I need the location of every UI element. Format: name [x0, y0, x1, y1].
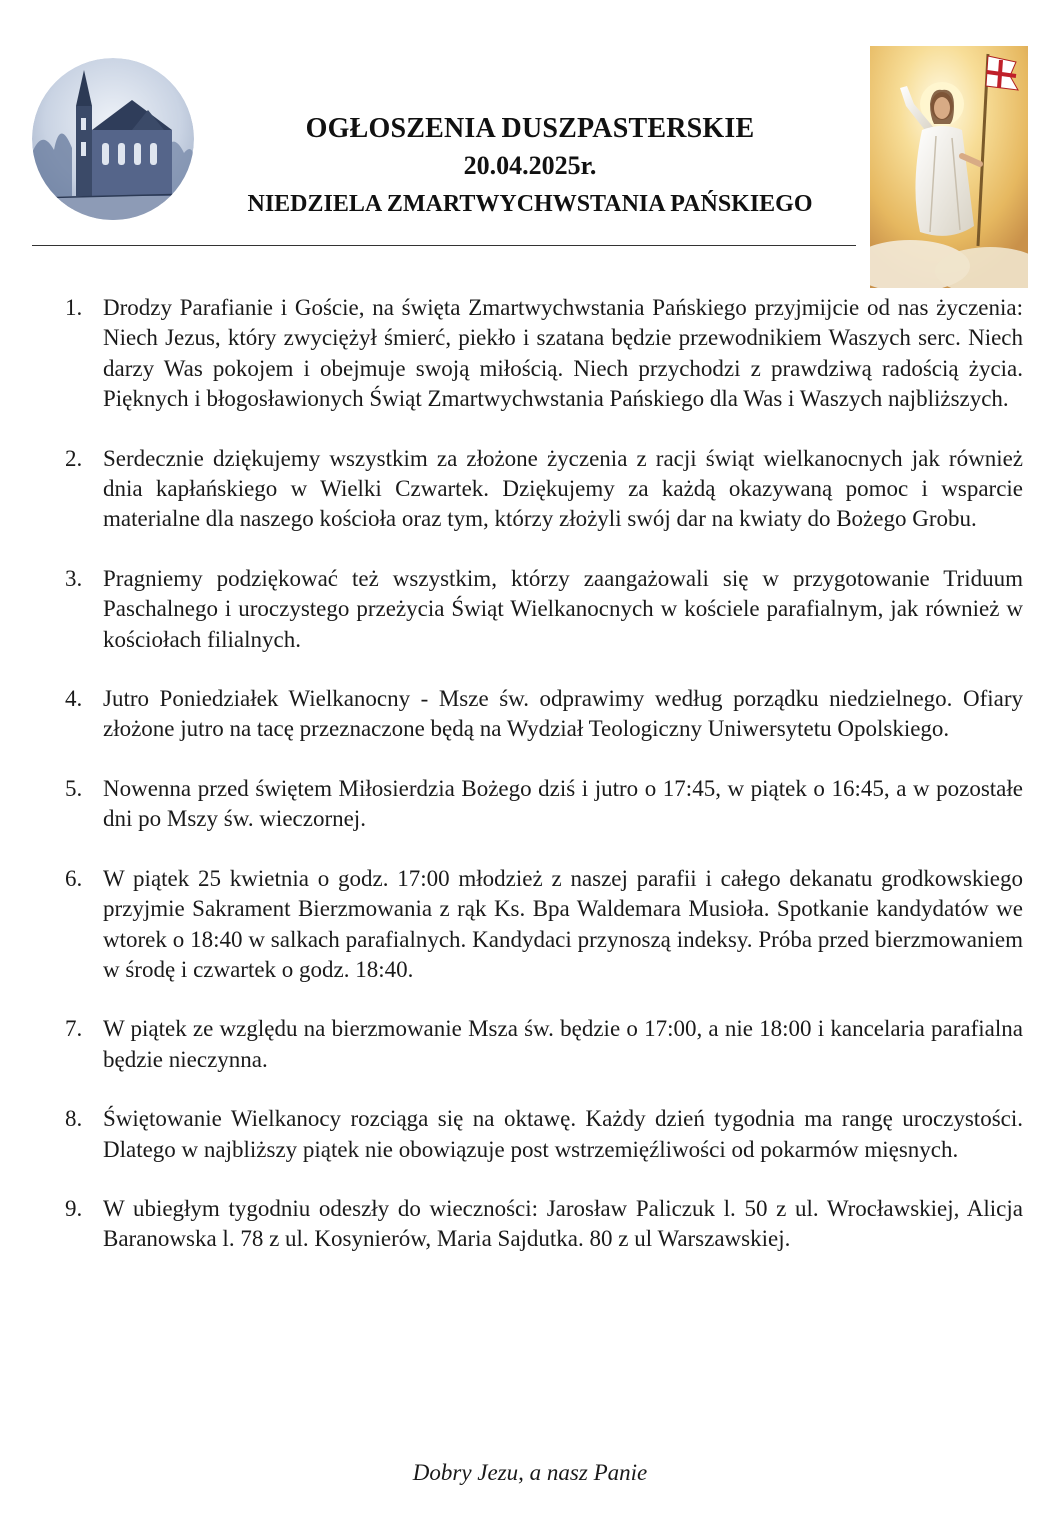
announcement-item — [65, 684, 1023, 745]
announcement-text: W ubiegłym tygodniu odeszły do wieczności: Jarosław Paliczuk l. 50 z ul. Wrocławskiej, Alicja Baranowska l. 78 z ul. Kosynierów, Maria Sajdutka. 80 z ul Warszawskiej. — [103, 1195, 1023, 1252]
announcement-number: 7. — [65, 1016, 83, 1042]
announcement-text: Nowenna przed świętem Miłosierdzia Bożego dziś i jutro o 17:45, w piątek o 16:45, a w pozostałe dni po Mszy św. wieczornej. — [103, 775, 1023, 832]
risen-christ-image — [870, 46, 1028, 288]
announcement-number: 2. — [65, 445, 83, 471]
announcement-item — [65, 293, 1023, 415]
announcement-item — [65, 444, 1023, 535]
announcement-text: Serdecznie dziękujemy wszystkim za złożone życzenia z racji świąt wielkanocnych jak również dnia kapłańskiego w Wielki Czwartek. Dziękujemy za każdą okazywaną pomoc i wsparcie materialne dla naszego kościoła oraz tym, którzy złożyli swój dar na kwiaty do Bożego Grobu. — [103, 445, 1023, 532]
announcement-text: Świętowanie Wielkanocy rozciąga się na oktawę. Każdy dzień tygodnia ma rangę uroczystości. Dlatego w najbliższy piątek nie obowiązuje post wstrzemięźliwości od pokarmów mięsnych. — [103, 1106, 1023, 1162]
page-subtitle: NIEDZIELA ZMARTWYCHWSTANIA PAŃSKIEGO — [247, 191, 813, 217]
announcement-text: Pragniemy podziękować też wszystkim, którzy zaangażowali się w przygotowanie Triduum Paschalnego i uroczystego przeżycia Świąt Wielkanocnych w kościele parafialnym, jak również w kościołach filialnych. — [103, 565, 1023, 652]
announcement-text: Jutro Poniedziałek Wielkanocny - Msze św. odprawimy według porządku niedzielnego. Ofiary złożone jutro na tacę przeznaczone będą na Wydział Teologiczny Uniwersytetu Opolskiego. — [103, 686, 1023, 742]
announcement-number: 6. — [65, 865, 83, 891]
page-title: OGŁOSZENIA DUSZPASTERSKIE — [305, 113, 755, 144]
header-titles — [205, 110, 855, 224]
announcement-number: 5. — [65, 775, 83, 801]
announcement-text: Drodzy Parafianie i Goście, na święta Zmartwychwstania Pańskiego przyjmijcie od nas życzenia: Niech Jezus, który zwyciężył śmierć, piekło i szatana będzie przewodnikiem Waszych serc. Niech darzy Was pokojem i obejmuje swoją miłością. Niech przychodzi z prawdziwą radością życia. Pięknych i błogosławionych Świąt Zmartwychwstania Pańskiego dla Was i Waszych najbliższych. — [103, 295, 1023, 412]
announcement-text: W piątek 25 kwietnia o godz. 17:00 młodzież z naszej parafii i całego dekanatu grodkowskiego przyjmie Sakrament Bierzmowania z rąk Ks. Bpa Waldemara Musioła. Spotkanie kandydatów we wtorek o 18:40 w salkach parafialnych. Kandydaci przynoszą indeksy. Próba przed bierzmowaniem w środę i czwartek o godz. 18:40. — [103, 865, 1023, 982]
announcements-list — [65, 293, 1023, 1255]
announcement-number: 1. — [65, 295, 83, 320]
announcement-item — [65, 1194, 1023, 1255]
page-date: 20.04.2025r. — [463, 151, 597, 180]
announcement-number: 4. — [65, 686, 83, 712]
announcement-item — [65, 774, 1023, 835]
closing-line: Dobry Jezu, a nasz Panie — [412, 1460, 648, 1485]
announcement-item — [65, 1104, 1023, 1165]
announcement-text: W piątek ze względu na bierzmowanie Msza św. będzie o 17:00, a nie 18:00 i kancelaria parafialna będzie nieczynna. — [103, 1016, 1023, 1072]
announcement-item — [65, 864, 1023, 986]
announcement-item — [65, 1014, 1023, 1075]
church-illustration — [32, 58, 194, 220]
header-divider — [32, 245, 856, 246]
announcement-number: 9. — [65, 1195, 83, 1221]
page-header — [0, 0, 1060, 290]
announcement-number: 3. — [65, 565, 83, 591]
announcement-item — [65, 564, 1023, 655]
announcement-number: 8. — [65, 1106, 83, 1132]
